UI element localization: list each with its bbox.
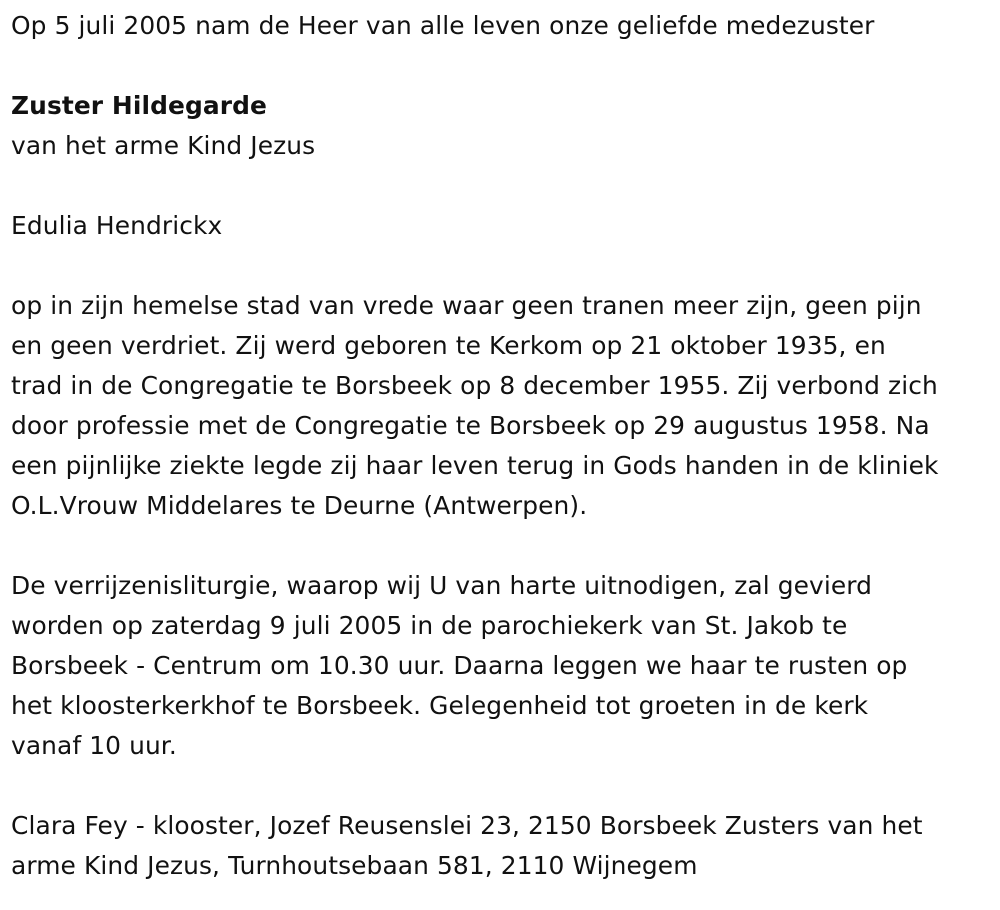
spacer [11,46,996,86]
deceased-name: Zuster Hildegarde [11,91,268,120]
ceremony-line: vanaf 10 uur. [11,731,177,760]
biography-line: trad in de Congregatie te Borsbeek op 8 december 1955. Zij verbond zich [11,371,938,400]
obituary-notice [11,6,996,886]
ceremony-line: het kloosterkerkhof te Borsbeek. Gelegenheid tot groeten in de kerk [11,691,869,720]
birth-name: Edulia Hendrickx [11,211,223,240]
biography-line: O.L.Vrouw Middelares te Deurne (Antwerpen). [11,491,588,520]
ceremony-line: De verrijzenisliturgie, waarop wij U van harte uitnodigen, zal gevierd [11,571,873,600]
spacer [11,766,996,806]
biography-line: een pijnlijke ziekte legde zij haar leven terug in Gods handen in de kliniek [11,451,939,480]
biography-line: en geen verdriet. Zij werd geboren te Kerkom op 21 oktober 1935, en [11,331,886,360]
ceremony-paragraph [11,566,996,766]
address-line: arme Kind Jezus, Turnhoutsebaan 581, 2110 Wijnegem [11,851,698,880]
ceremony-line: Borsbeek - Centrum om 10.30 uur. Daarna leggen we haar te rusten op [11,651,908,680]
biography-line: op in zijn hemelse stad van vrede waar geen tranen meer zijn, geen pijn [11,291,922,320]
ceremony-line: worden op zaterdag 9 juli 2005 in de parochiekerk van St. Jakob te [11,611,848,640]
address-line: Clara Fey - klooster, Jozef Reusenslei 23, 2150 Borsbeek Zusters van het [11,811,923,840]
order-line: van het arme Kind Jezus [11,131,316,160]
biography-line: door professie met de Congregatie te Borsbeek op 29 augustus 1958. Na [11,411,930,440]
address-paragraph [11,806,996,886]
spacer [11,526,996,566]
spacer [11,246,996,286]
intro-line: Op 5 juli 2005 nam de Heer van alle leven onze geliefde medezuster [11,11,875,40]
spacer [11,166,996,206]
biography-paragraph [11,286,996,526]
